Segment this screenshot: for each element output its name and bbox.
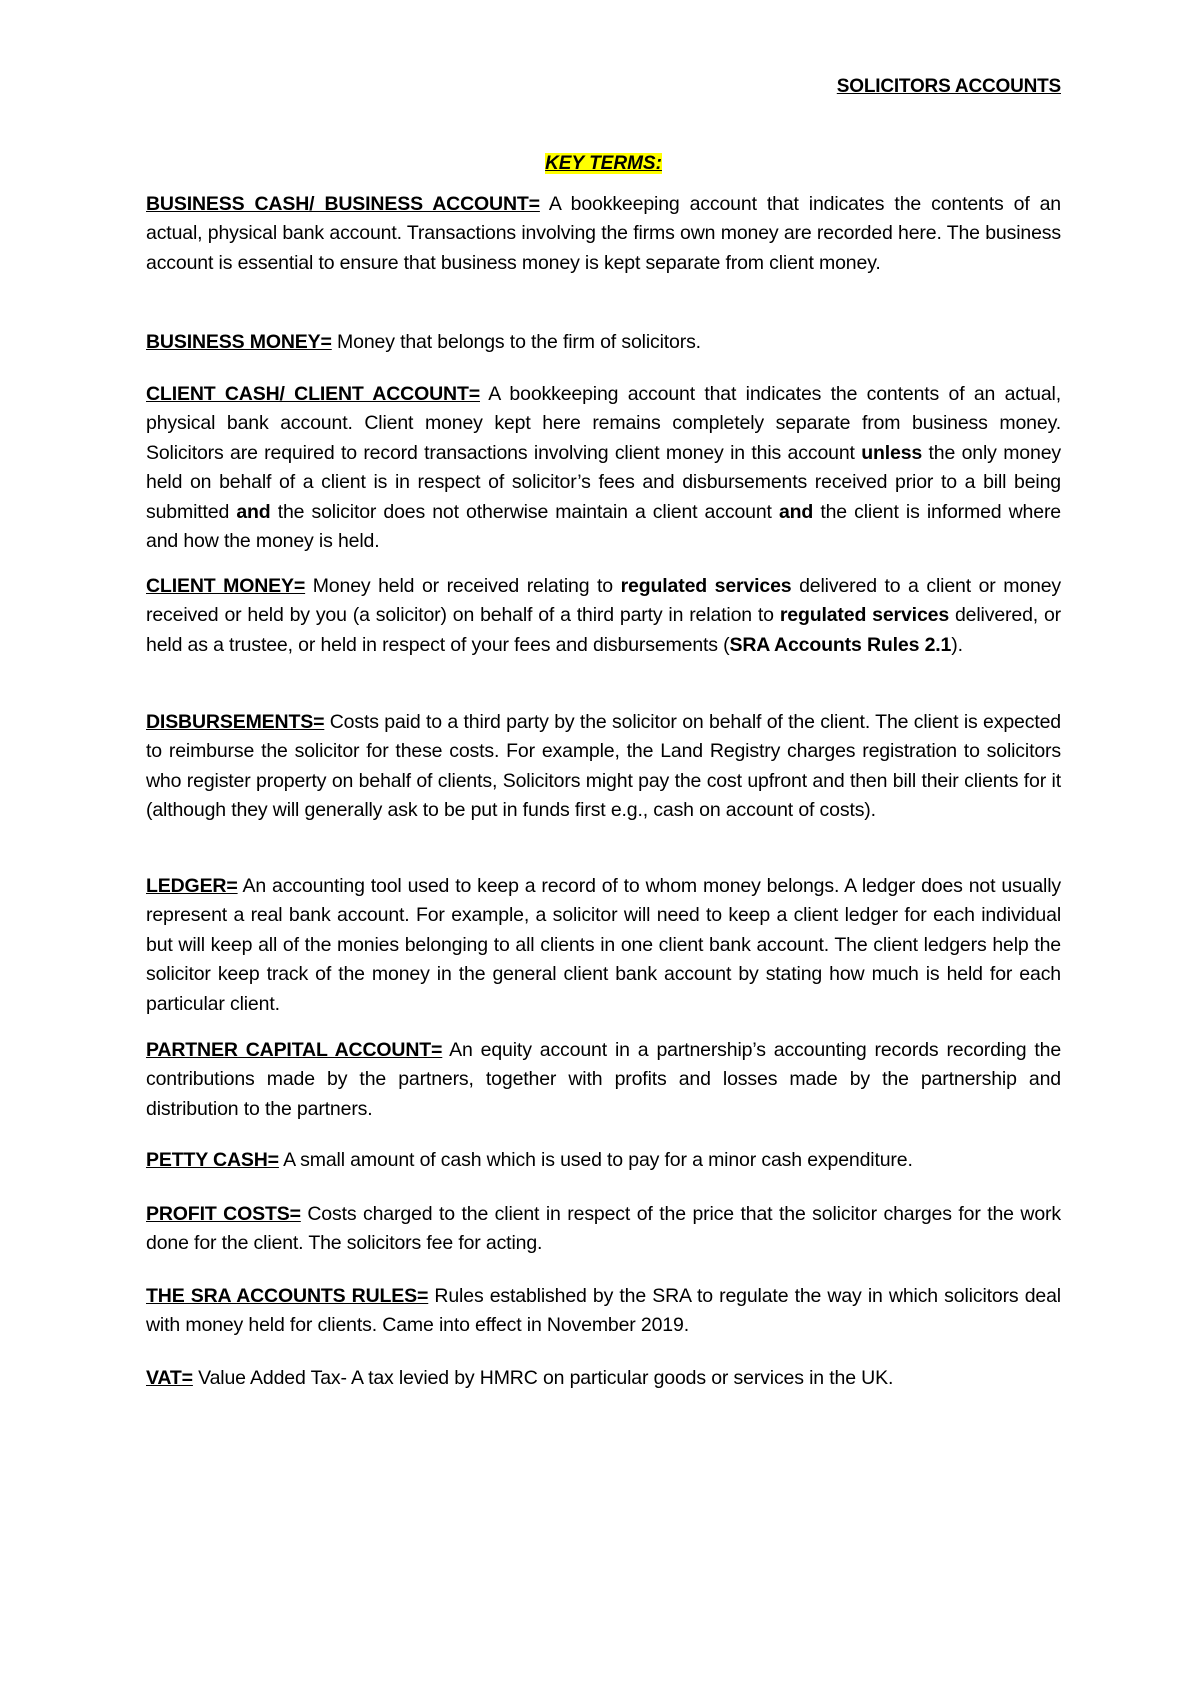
section-heading: [146, 153, 1061, 175]
definition-vat: [146, 1364, 1061, 1393]
definition-sra-accounts-rules: [146, 1282, 1061, 1341]
definition-business-money: [146, 328, 1061, 357]
definition-petty-cash: [146, 1146, 1061, 1175]
document-page: [146, 0, 1061, 1698]
term-label: PROFIT COSTS=: [146, 1203, 301, 1225]
key-terms-highlight: KEY TERMS:: [545, 153, 662, 174]
definition-ledger: [146, 872, 1061, 1019]
definition-client-cash: [146, 380, 1061, 556]
page-title: SOLICITORS ACCOUNTS: [836, 76, 1061, 97]
definition-text: Costs charged to the client in respect of the price that the solicitor charges for the work done for the client. The solicitors fee for acting.: [146, 1203, 1061, 1255]
definition-text: Rules established by the SRA to regulate the way in which solicitors deal with money held for clients. Came into effect in November 2019.: [146, 1285, 1061, 1337]
definition-text: Money held or received relating to: [305, 575, 621, 597]
definition-text: An accounting tool used to keep a record of to whom money belongs. A ledger does not usually represent a real bank account. For example, a solicitor will need to keep a client ledger for each individual but will keep all of the monies belonging to all clients in one client bank account. The client ledgers help the solicitor keep track of the money in the general client bank account by stating how much is held for each particular client.: [146, 875, 1061, 1015]
term-label: CLIENT CASH/ CLIENT ACCOUNT=: [146, 383, 480, 405]
definition-business-cash: [146, 190, 1061, 278]
emphasis-and: and: [778, 500, 814, 523]
definition-text: the solicitor does not otherwise maintain a client account: [270, 500, 779, 523]
emphasis-regulated-services: regulated services: [779, 604, 950, 627]
definition-text: the only money held on behalf of a client is in respect of solicitor’s fees and disbursements received prior to a bill being submitted: [146, 441, 1061, 523]
definition-text: Money that belongs to the firm of solicitors.: [331, 331, 701, 353]
term-label: VAT=: [146, 1367, 193, 1389]
definition-text: A bookkeeping account that indicates the contents of an actual, physical bank account. Client money kept here remains completely separate from business money. Solicitors are required to record transactions involving client money in this account: [146, 383, 1061, 464]
definition-client-money: [146, 572, 1061, 660]
term-label: PETTY CASH=: [146, 1149, 279, 1171]
definition-disbursements: [146, 708, 1061, 826]
emphasis-regulated-services: regulated services: [620, 575, 792, 597]
definition-text: the client is informed where and how the money is held.: [146, 500, 1061, 553]
definition-text: Value Added Tax- A tax levied by HMRC on particular goods or services in the UK.: [192, 1367, 894, 1389]
emphasis-and: and: [236, 500, 271, 523]
definition-text: delivered, or held as a trustee, or held in respect of your fees and disbursements (: [146, 604, 1062, 656]
definition-text: An equity account in a partnership’s accounting records recording the contributions made by the partners, together with profits and losses made by the partnership and distribution to the partners.: [146, 1039, 1062, 1120]
term-label: DISBURSEMENTS=: [146, 711, 325, 733]
term-label: THE SRA ACCOUNTS RULES=: [146, 1285, 429, 1307]
term-label: PARTNER CAPITAL ACCOUNT=: [146, 1039, 443, 1061]
term-label: LEDGER=: [146, 875, 238, 897]
definition-partner-capital: [146, 1036, 1061, 1124]
definition-text: delivered to a client or money received or held by you (a solicitor) on behalf of a third party in relation to: [146, 575, 1061, 627]
definition-text: A small amount of cash which is used to pay for a minor cash expenditure.: [278, 1149, 913, 1171]
definition-text: ).: [951, 633, 963, 656]
definition-text: Costs paid to a third party by the solicitor on behalf of the client. The client is expected to reimburse the solicitor for these costs. For example, the Land Registry charges registration to solicitors who register property on behalf of clients, Solicitors might pay the cost upfront and then bill their clients for it (although they will generally ask to be put in funds first e.g., cash on account of costs).: [146, 711, 1061, 822]
term-label: BUSINESS CASH/ BUSINESS ACCOUNT=: [146, 193, 540, 215]
emphasis-sra-rule: SRA Accounts Rules 2.1: [729, 633, 952, 656]
term-label: CLIENT MONEY=: [146, 575, 306, 597]
term-label: BUSINESS MONEY=: [146, 331, 332, 353]
emphasis-unless: unless: [861, 441, 923, 464]
definition-text: A bookkeeping account that indicates the contents of an actual, physical bank account. Transactions involving the firms own money are recorded here. The business account is essential to ensure that business money is kept separate from client money.: [146, 193, 1061, 274]
definition-profit-costs: [146, 1200, 1061, 1259]
